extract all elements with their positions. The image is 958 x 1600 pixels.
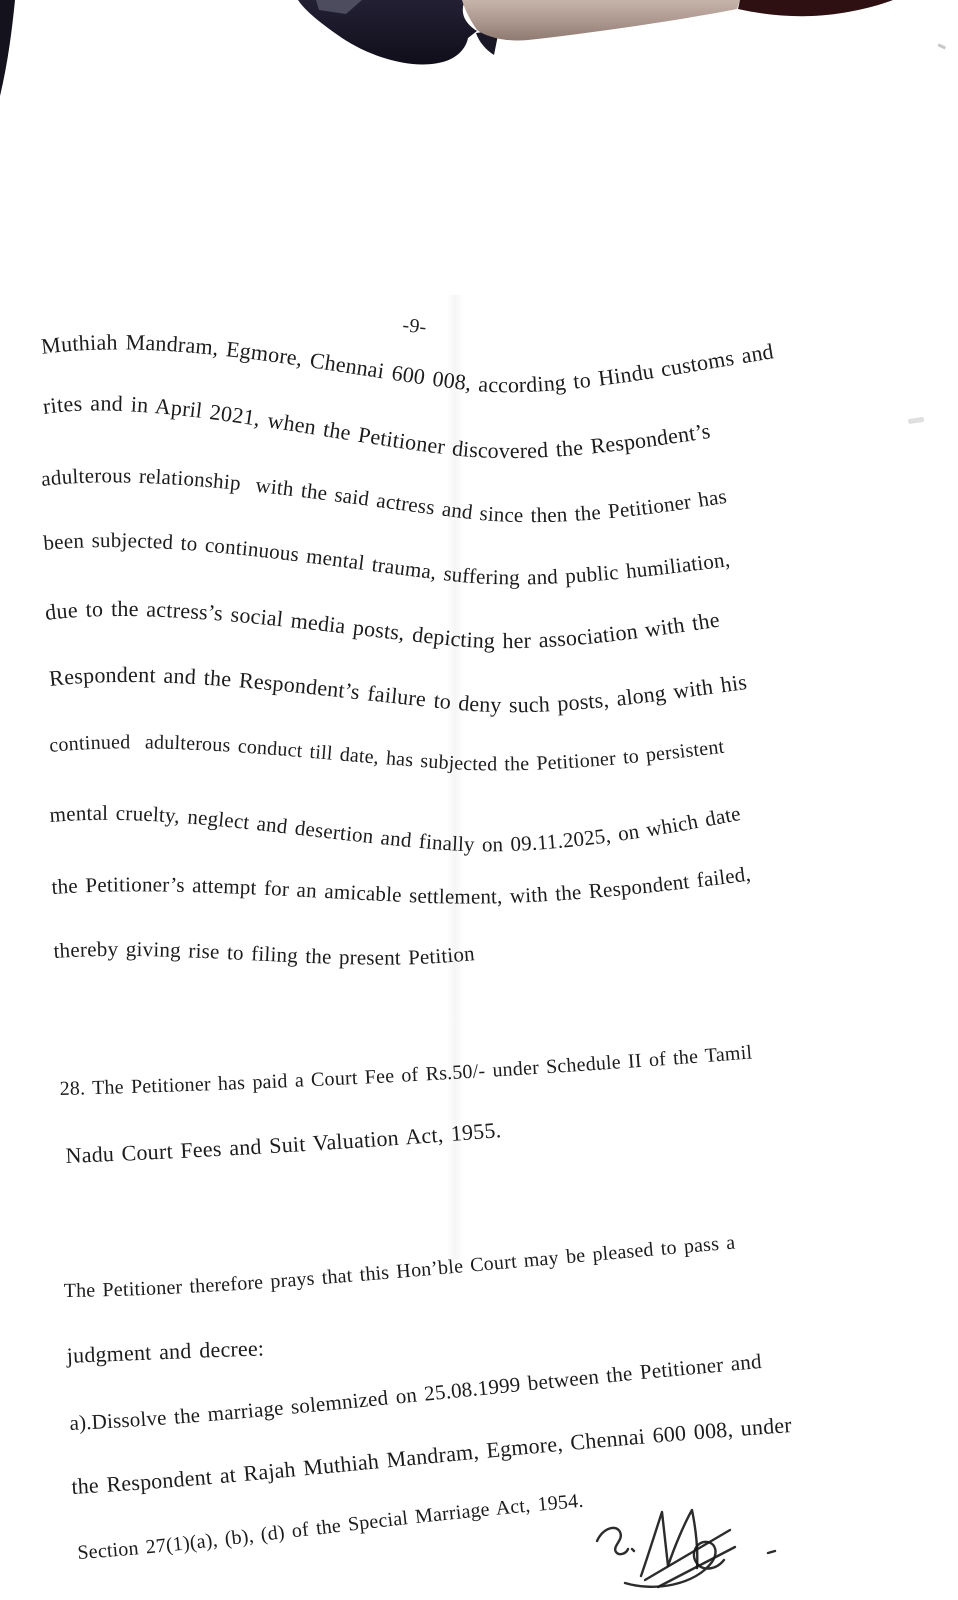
body-line-2: rites and in April 2021, when the Petitioner discovered the Respondent’s (41, 390, 712, 464)
body-line-3: adulterous relationship with the said actress and since then the Petitioner has (39, 463, 729, 528)
body-line-4: been subjected to continuous mental trauma, suffering and public humiliation, (42, 528, 732, 590)
scan-smudge-right-margin (908, 417, 925, 424)
svg-text:Muthiah Mandram, Egmore, Chenn (40, 329, 776, 397)
photo-skin-shape (462, 0, 740, 41)
signature-scribble (597, 1510, 775, 1587)
court-fee-line-2: Nadu Court Fees and Suit Valuation Act, 1955. (65, 1117, 503, 1169)
photo-maroon-shape (738, 0, 893, 16)
pen-dash-mark (768, 1551, 775, 1553)
decree-line-2: the Respondent at Rajah Muthiah Mandram, Egmore, Chennai 600 008, under (70, 1412, 793, 1499)
decree-line-1: a).Dissolve the marriage solemnized on 25.08.1999 between the Petitioner and (69, 1348, 763, 1436)
prayer-line-2: judgment and decree: (66, 1335, 265, 1368)
svg-text:judgment and decree: (65, 1335, 264, 1368)
photo-background (0, 0, 946, 96)
svg-text:continued adulterous conduct (48, 731, 725, 775)
prayer-line-1: The Petitioner therefore prays that this Hon’ble Court may be pleased to pass a (63, 1231, 737, 1303)
body-line-9: the Petitioner’s attempt for an amicable settlement, with the Respondent failed, (50, 861, 753, 909)
body-line-5: due to the actress’s social media posts, depicting her association with the (43, 595, 722, 654)
svg-text:Respondent and the Respondent’ (48, 662, 748, 717)
scan-speck-top-right (938, 43, 947, 49)
svg-text:The Petitioner therefore prays (64, 1232, 736, 1302)
svg-text:rites and in April 2021, when (41, 390, 712, 463)
svg-text:mental cruelty, neglect and de (49, 801, 743, 857)
page-number: -9- (401, 314, 428, 339)
svg-text:the Petitioner’s attempt for a (51, 862, 752, 909)
court-fee-line-1: 28. The Petitioner has paid a Court Fee of Rs.50/- under Schedule II of the Tamil (59, 1041, 754, 1101)
svg-text:Nadu Court Fees and Suit Valua (65, 1117, 502, 1168)
svg-text:28. The Petitioner has paid a (59, 1041, 753, 1100)
svg-text:been subjected to continuous m (42, 528, 731, 589)
svg-text:adulterous relationship with (40, 463, 728, 527)
body-line-6: Respondent and the Respondent’s failure to deny such posts, along with his (47, 661, 749, 718)
body-line-1: Muthiah Mandram, Egmore, Chennai 600 008, according to Hindu customs and (39, 329, 776, 398)
photo-left-edge-shadow (0, 0, 15, 96)
body-line-7: continued adulterous conduct till date, has subjected the Petitioner to persistent (48, 731, 726, 776)
svg-text:thereby giving rise to filing (53, 937, 476, 970)
body-line-8: mental cruelty, neglect and desertion and finally on 09.11.2025, on which date (48, 800, 743, 857)
svg-text:due to the actress’s social me (44, 596, 721, 653)
svg-text:Section 27(1)(a), (b), (d) of (77, 1490, 585, 1564)
decree-line-3: Section 27(1)(a), (b), (d) of the Special Marriage Act, 1954. (76, 1489, 585, 1565)
body-line-10: thereby giving rise to filing the present Petition (52, 936, 476, 970)
